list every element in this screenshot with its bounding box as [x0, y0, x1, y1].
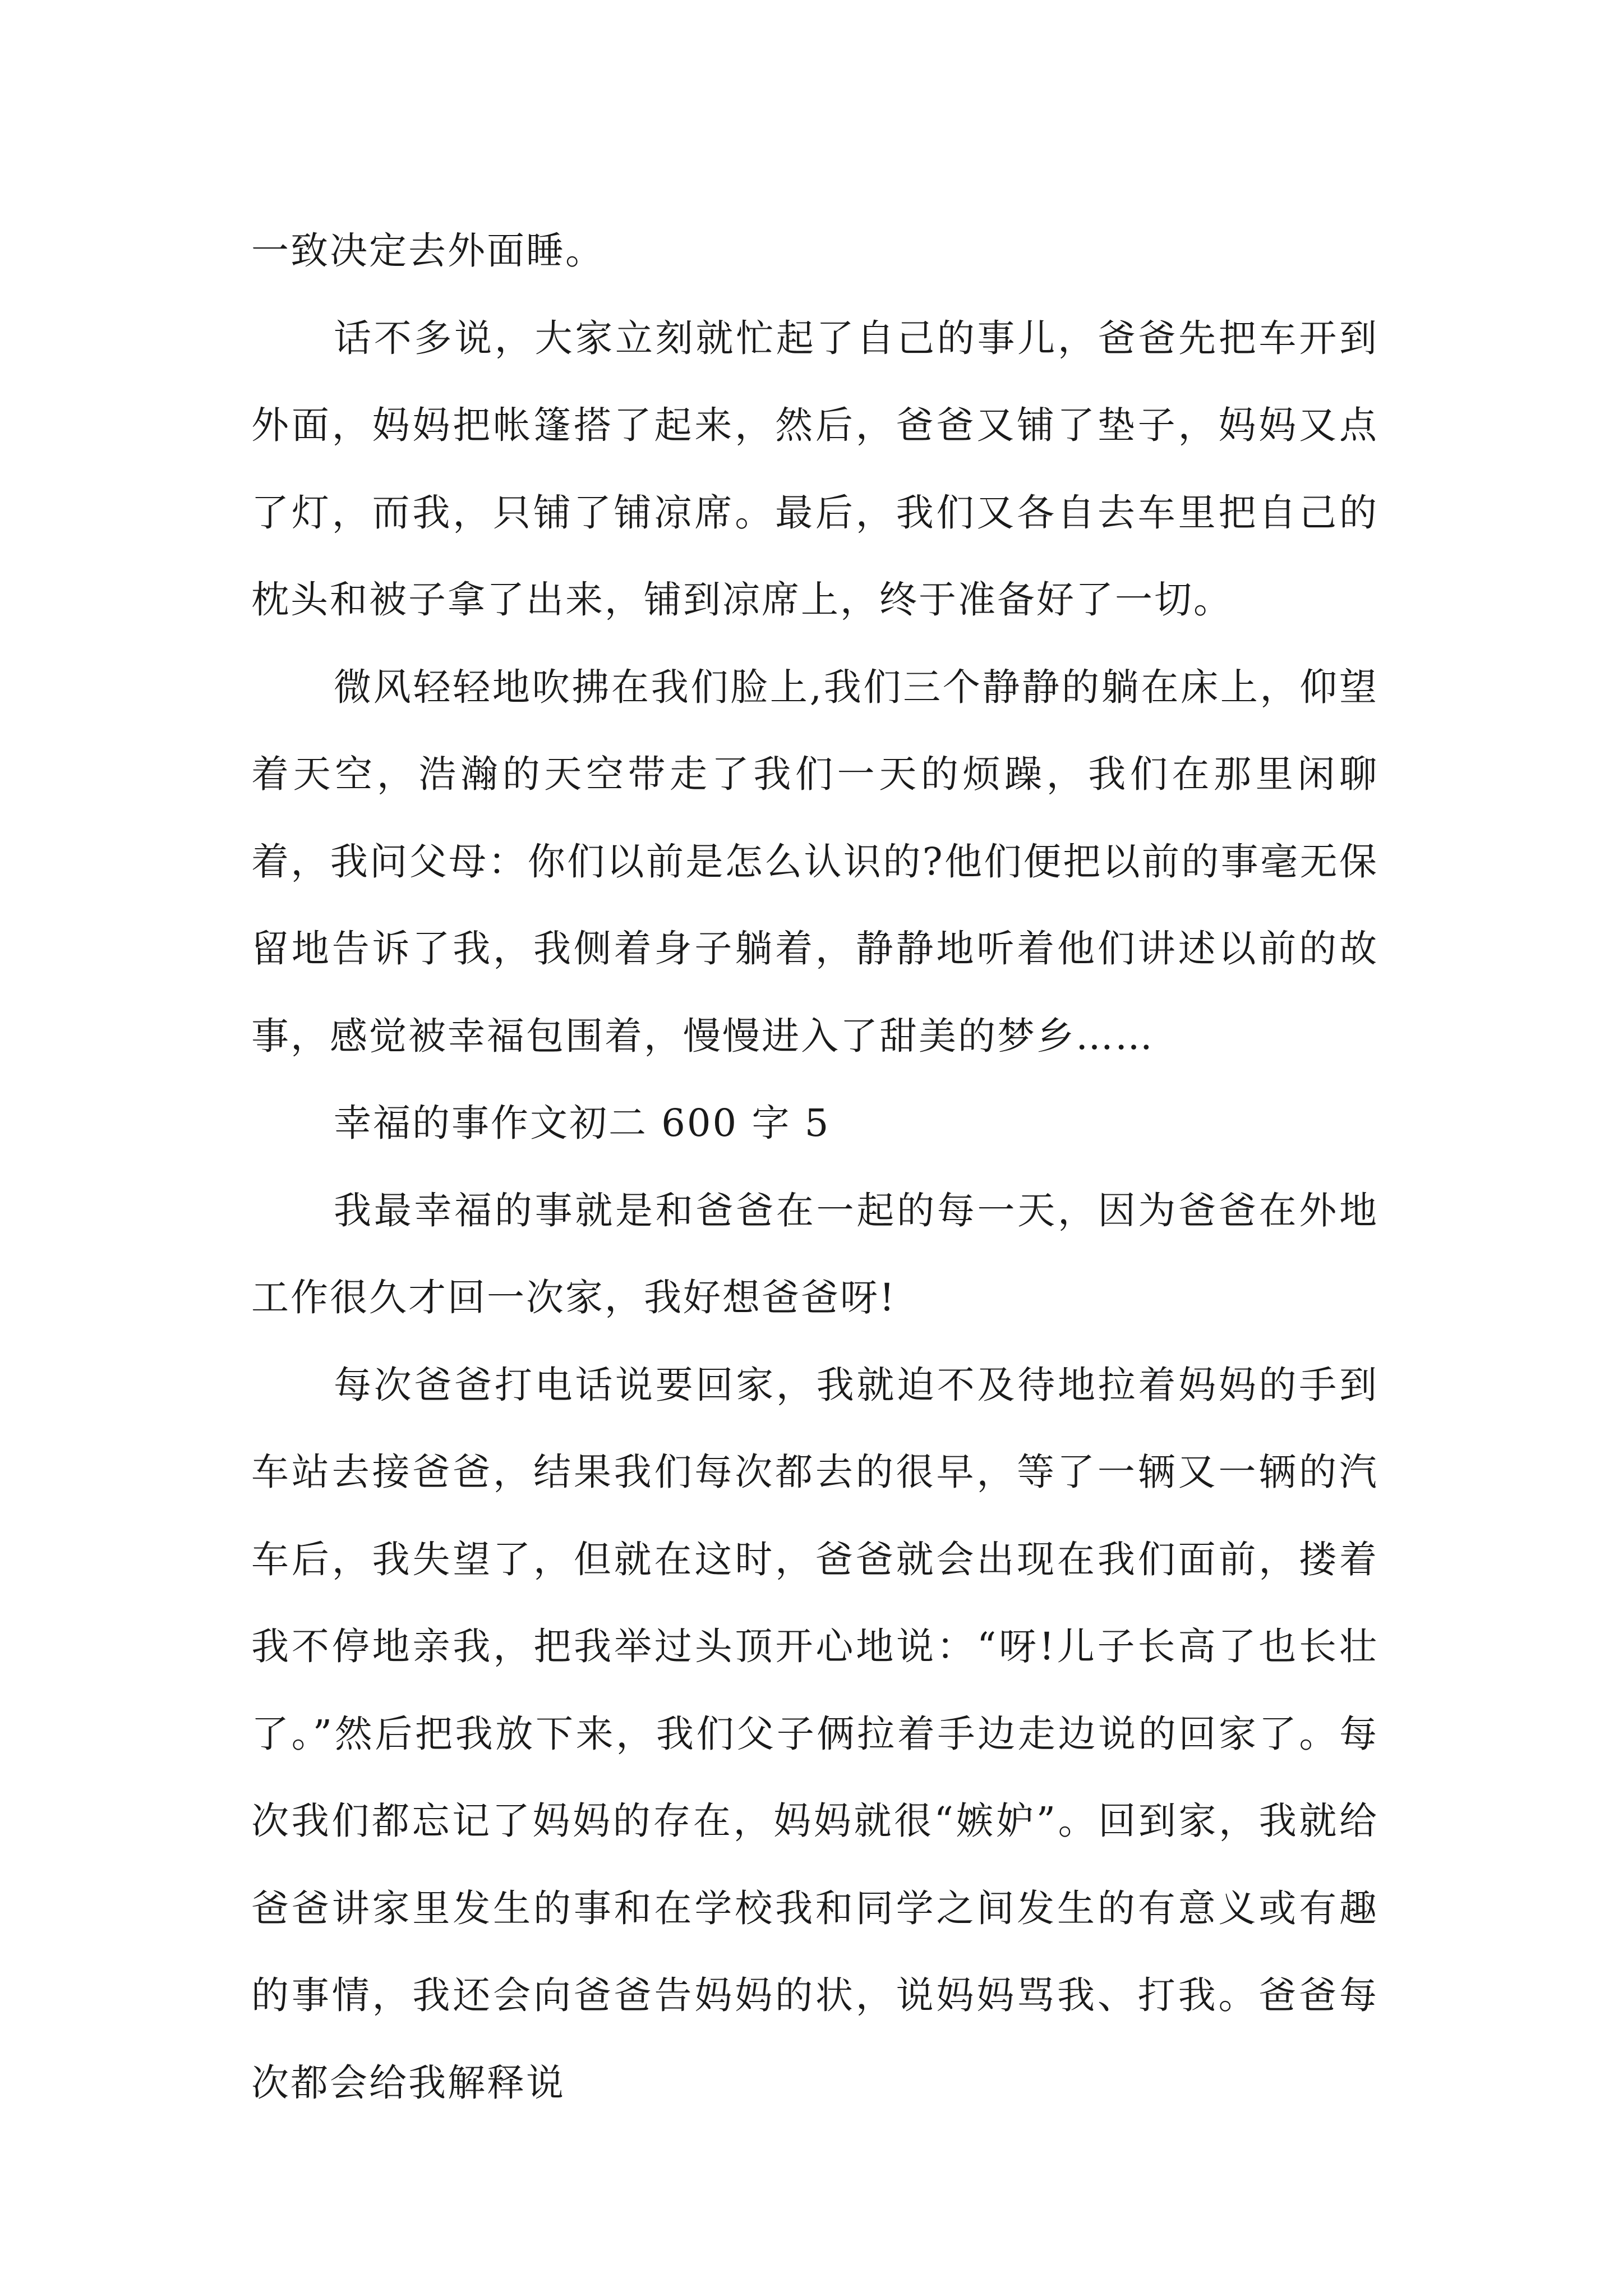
paragraph-continuation: 一致决定去外面睡。 [251, 229, 605, 273]
paragraph-happiest-thing: 我最幸福的事就是和爸爸在一起的每一天，因为爸爸在外地工作很久才回一次家，我好想爸爸呀! [251, 1188, 1378, 1319]
paragraph-preparation: 话不多说，大家立刻就忙起了自己的事儿，爸爸先把车开到外面，妈妈把帐篷搭了起来，然后，爸爸又铺了垫子，妈妈又点了灯，而我，只铺了铺凉席。最后，我们又各自去车里把自己的枕头和被子拿了出来，铺到凉席上，终于准备好了一切。 [251, 316, 1378, 622]
document-body [251, 208, 1378, 2127]
essay-heading: 幸福的事作文初二 600 字 5 [334, 1101, 831, 1145]
paragraph-night-sky: 微风轻轻地吹拂在我们脸上,我们三个静静的躺在床上，仰望着天空，浩瀚的天空带走了我们一天的烦躁，我们在那里闲聊着，我问父母：你们以前是怎么认识的?他们便把以前的事毫无保留地告诉了我，我侧着身子躺着，静静地听着他们讲述以前的故事，感觉被幸福包围着，慢慢进入了甜美的梦乡…… [251, 665, 1378, 1058]
paragraph-father-returns: 每次爸爸打电话说要回家，我就迫不及待地拉着妈妈的手到车站去接爸爸，结果我们每次都去的很早，等了一辆又一辆的汽车后，我失望了，但就在这时，爸爸就会出现在我们面前，搂着我不停地亲我，把我举过头顶开心地说：“呀!儿子长高了也长壮了。”然后把我放下来，我们父子俩拉着手边走边说的回家了。每次我们都忘记了妈妈的存在，妈妈就很“嫉妒”。回到家，我就给爸爸讲家里发生的事和在学校我和同学之间发生的有意义或有趣的事情，我还会向爸爸告妈妈的状，说妈妈骂我、打我。爸爸每次都会给我解释说 [251, 1363, 1378, 2105]
